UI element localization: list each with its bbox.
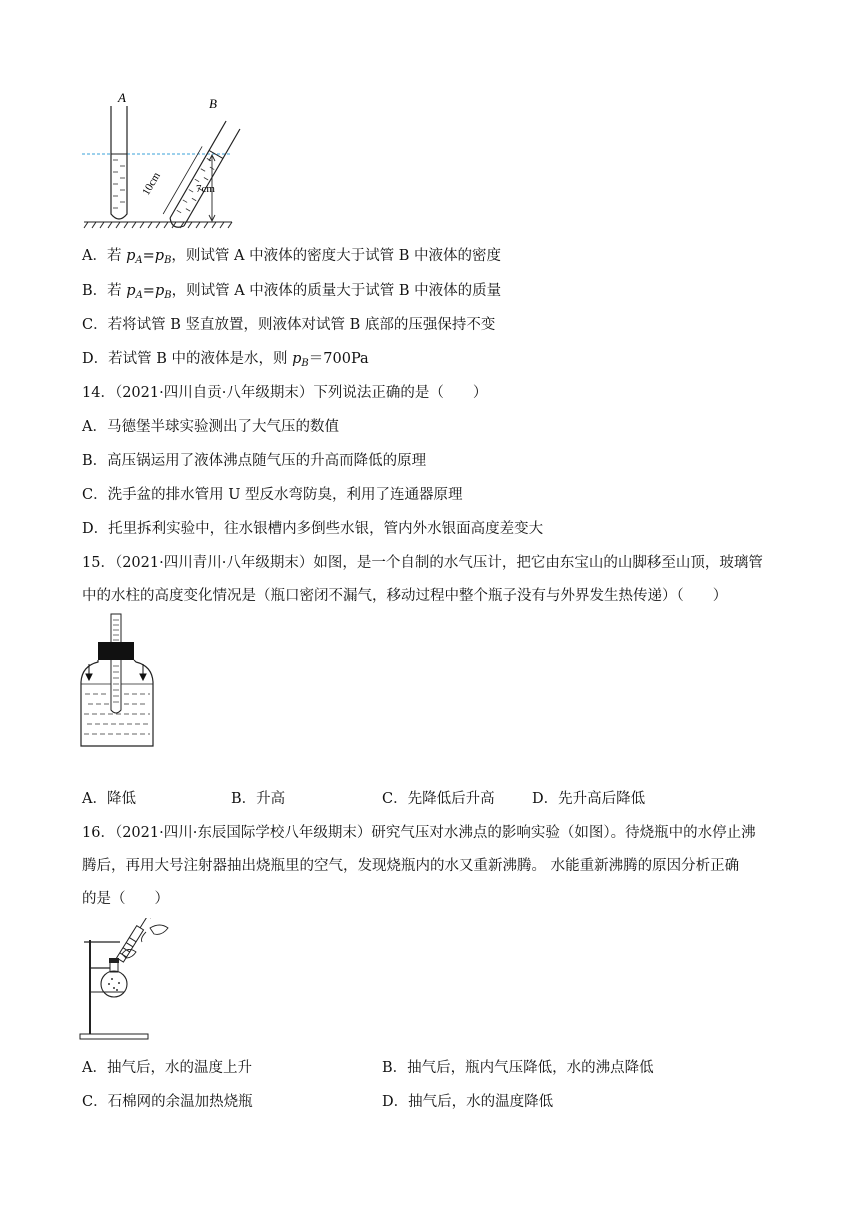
q16-option-c[interactable]: C．石棉网的余温加热烧瓶 [82, 1094, 253, 1110]
q13-option-d[interactable]: D．若试管 B 中的液体是水，则 $p_B=700Pa$ [82, 351, 369, 369]
tube-a-label: A [118, 90, 126, 105]
q16-stem-line-2: 腾后，再用大号注射器抽出烧瓶里的空气，发现烧瓶内的水又重新沸腾。 水能重新沸腾的原因分析正确 [82, 858, 740, 874]
test-tubes-figure [82, 88, 242, 238]
q16-option-a[interactable]: A．抽气后，水的温度上升 [82, 1060, 252, 1076]
q14-option-d[interactable]: D．托里拆利实验中，往水银槽内多倒些水银，管内外水银面高度差变大 [82, 521, 544, 537]
q13-option-a[interactable]: A．若 $p_A=p_B$，则试管 A 中液体的密度大于试管 B 中液体的密度 [82, 248, 501, 266]
q14-option-b[interactable]: B．高压锅运用了液体沸点随气压的升高而降低的原理 [82, 453, 427, 469]
water-barometer-figure [78, 612, 158, 748]
q14-stem: 14．（2021·四川自贡·八年级期末）下列说法正确的是（ ） [82, 385, 488, 401]
q15-option-c[interactable]: C．先降低后升高 [382, 791, 495, 807]
tube-b [161, 117, 240, 230]
ground [84, 222, 232, 228]
height-label: 7cm [196, 183, 215, 195]
q14-option-c[interactable]: C．洗手盆的排水管用 U 型反水弯防臭，利用了连通器原理 [82, 487, 463, 503]
q15-option-d[interactable]: D．先升高后降低 [532, 791, 646, 807]
boiling-flask-figure [76, 918, 176, 1042]
tube-b-length-label: 10cm [140, 170, 163, 198]
q16-stem-line-3: 的是（ ） [82, 891, 169, 907]
tube-a [111, 106, 127, 219]
tube-b-label: B [209, 96, 217, 111]
q16-option-d[interactable]: D．抽气后，水的温度降低 [382, 1094, 554, 1110]
q15-option-a[interactable]: A．降低 [82, 791, 136, 807]
q15-stem-line-2: 中的水柱的高度变化情况是（瓶口密闭不漏气，移动过程中整个瓶子没有与外界发生热传递）（ ） [82, 588, 728, 604]
q14-option-a[interactable]: A．马德堡半球实验测出了大气压的数值 [82, 419, 339, 435]
q16-option-b[interactable]: B．抽气后，瓶内气压降低，水的沸点降低 [382, 1060, 654, 1076]
q13-option-b[interactable]: B．若 $p_A=p_B$，则试管 A 中液体的质量大于试管 B 中液体的质量 [82, 283, 502, 301]
q15-option-b[interactable]: B．升高 [231, 791, 286, 807]
q15-stem-line-1: 15．（2021·四川青川·八年级期末）如图，是一个自制的水气压计，把它由东宝山的山脚移至山顶，玻璃管 [82, 555, 763, 571]
q16-stem-line-1: 16．（2021·四川·东辰国际学校八年级期末）研究气压对水沸点的影响实验（如图）。待烧瓶中的水停止沸 [82, 825, 756, 841]
q13-option-c[interactable]: C．若将试管 B 竖直放置，则液体对试管 B 底部的压强保持不变 [82, 317, 496, 333]
